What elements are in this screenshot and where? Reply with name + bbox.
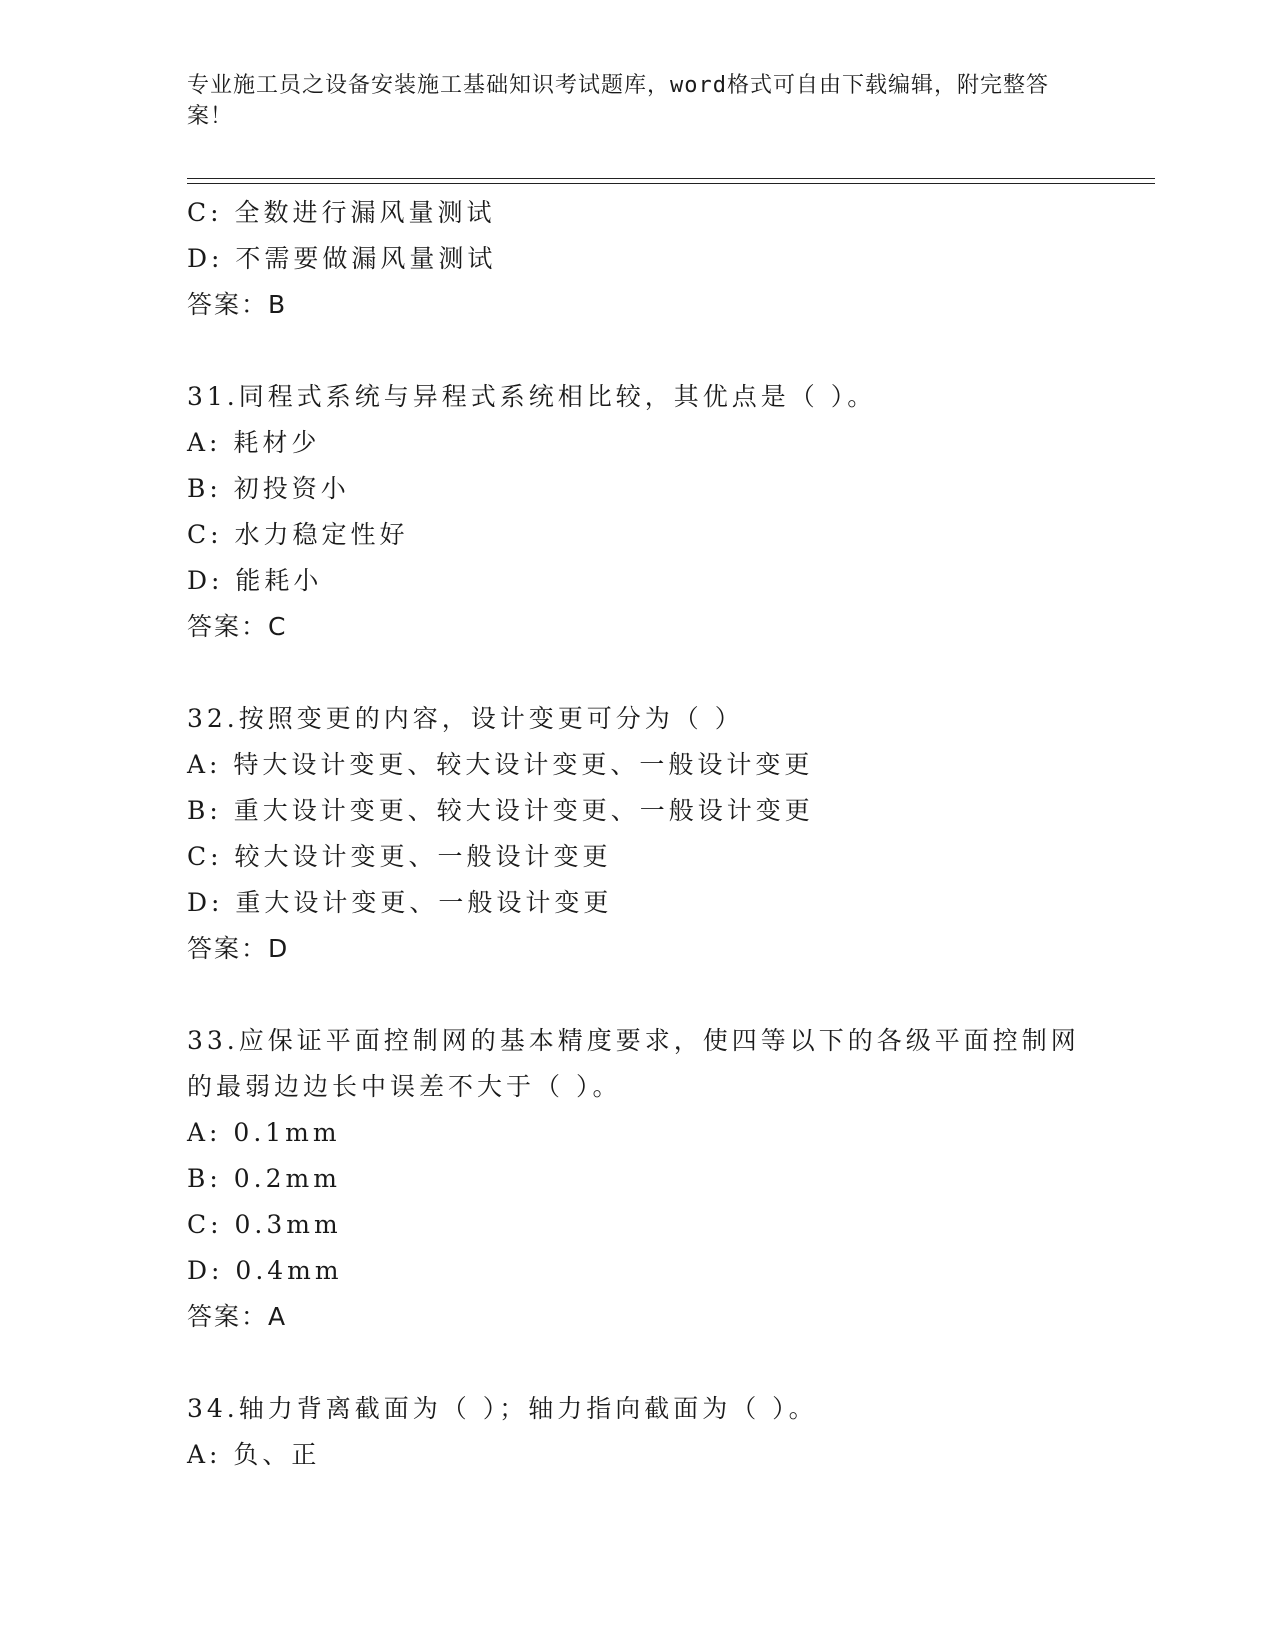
question-31-option-c: C: 水力稳定性好 (187, 520, 409, 549)
question-32-option-b: B: 重大设计变更、较大设计变更、一般设计变更 (187, 796, 814, 825)
spacer (187, 972, 1087, 1018)
question-34-stem: 34.轴力背离截面为（ ）；轴力指向截面为（ ）。 (187, 1394, 818, 1423)
question-33-option-d: D: 0.4mm (187, 1256, 343, 1285)
question-33-stem: 33.应保证平面控制网的基本精度要求，使四等以下的各级平面控制网的最弱边边长中误差不大于（ ）。 (187, 1026, 1080, 1101)
spacer (187, 328, 1087, 374)
question-32-answer: 答案：D (187, 934, 290, 963)
question-31-option-a: A: 耗材少 (187, 428, 321, 457)
question-31-answer: 答案：C (187, 612, 288, 641)
page-header: 专业施工员之设备安装施工基础知识考试题库，word格式可自由下载编辑，附完整答案！ (187, 73, 1049, 129)
question-33-option-c: C: 0.3mm (187, 1210, 342, 1239)
option-c: C: 全数进行漏风量测试 (187, 198, 496, 227)
question-34-option-a: A: 负、正 (187, 1440, 321, 1469)
question-31-option-b: B: 初投资小 (187, 474, 350, 503)
spacer (187, 1340, 1087, 1386)
option-d: D: 不需要做漏风量测试 (187, 244, 497, 273)
answer-line: 答案：B (187, 290, 288, 319)
question-33-option-b: B: 0.2mm (187, 1164, 341, 1193)
header-rule-bottom (187, 183, 1155, 184)
question-32-option-d: D: 重大设计变更、一般设计变更 (187, 888, 613, 917)
question-32-option-c: C: 较大设计变更、一般设计变更 (187, 842, 612, 871)
question-31-option-d: D: 能耗小 (187, 566, 323, 595)
spacer (187, 650, 1087, 696)
question-33-option-a: A: 0.1mm (187, 1118, 341, 1147)
question-content (187, 190, 1087, 1478)
question-33-answer: 答案：A (187, 1302, 288, 1331)
question-32-stem: 32.按照变更的内容，设计变更可分为（ ） (187, 704, 744, 733)
header-rule-top (187, 178, 1155, 179)
question-32-option-a: A: 特大设计变更、较大设计变更、一般设计变更 (187, 750, 814, 779)
question-31-stem: 31.同程式系统与异程式系统相比较，其优点是（ ）。 (187, 382, 877, 411)
